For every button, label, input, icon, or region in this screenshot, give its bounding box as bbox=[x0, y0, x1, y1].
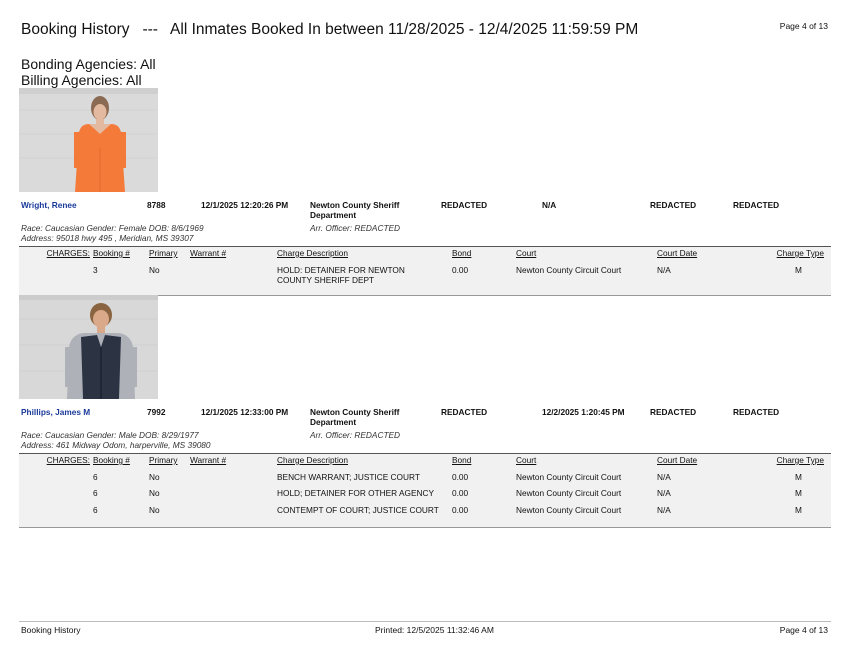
charge-court: Newton County Circuit Court bbox=[516, 488, 622, 498]
charges-table bbox=[19, 453, 831, 528]
charge-primary: No bbox=[149, 265, 160, 275]
redacted-field: REDACTED bbox=[650, 407, 697, 417]
charge-description: HOLD; DETAINER FOR OTHER AGENCY bbox=[277, 488, 435, 498]
description-line: COUNTY SHERIFF DEPT bbox=[277, 275, 375, 285]
footer-printed-date: Printed: 12/5/2025 11:32:46 AM bbox=[375, 625, 494, 635]
charge-court-date: N/A bbox=[657, 488, 671, 498]
col-header-primary: Primary bbox=[149, 455, 178, 465]
footer-page-indicator: Page 4 of 13 bbox=[779, 625, 828, 635]
redacted-field: REDACTED bbox=[733, 200, 780, 210]
charge-primary: No bbox=[149, 472, 160, 482]
redacted-field: REDACTED bbox=[650, 200, 697, 210]
redacted-field: REDACTED bbox=[441, 200, 488, 210]
col-header-description: Charge Description bbox=[277, 455, 349, 465]
inmate-demographics bbox=[21, 430, 211, 450]
booking-date: 12/1/2025 12:20:26 PM bbox=[201, 200, 289, 210]
col-header-booking: Booking # bbox=[93, 248, 130, 258]
redacted-field: REDACTED bbox=[441, 407, 488, 417]
inmate-photo bbox=[19, 88, 158, 192]
charge-type: M bbox=[795, 265, 802, 275]
col-header-primary: Primary bbox=[149, 248, 178, 258]
inmate-name: Phillips, James M bbox=[21, 407, 91, 417]
agency-line: Department bbox=[310, 210, 357, 220]
col-header-description: Charge Description bbox=[277, 248, 349, 258]
footer-divider bbox=[19, 621, 831, 622]
charge-booking: 6 bbox=[93, 488, 98, 498]
col-header-court: Court bbox=[516, 455, 537, 465]
description-line: HOLD: DETAINER FOR NEWTON bbox=[277, 265, 405, 275]
charge-court: Newton County Circuit Court bbox=[516, 265, 622, 275]
col-header-court-date: Court Date bbox=[657, 455, 698, 465]
arresting-agency bbox=[310, 200, 399, 220]
col-header-charge-type: Charge Type bbox=[776, 455, 824, 465]
charges-label: CHARGES: bbox=[46, 248, 90, 258]
col-header-charge-type: Charge Type bbox=[776, 248, 824, 258]
charges-label: CHARGES: bbox=[46, 455, 90, 465]
report-title bbox=[21, 21, 638, 39]
agency-line: Newton County Sheriff bbox=[310, 200, 400, 210]
col-header-court-date: Court Date bbox=[657, 248, 698, 258]
agency-line: Department bbox=[310, 417, 357, 427]
charge-booking: 6 bbox=[93, 472, 98, 482]
charge-type: M bbox=[795, 488, 802, 498]
charge-type: M bbox=[795, 472, 802, 482]
page-indicator-top: Page 4 of 13 bbox=[779, 21, 828, 31]
charge-court: Newton County Circuit Court bbox=[516, 472, 622, 482]
charge-bond: 0.00 bbox=[452, 472, 469, 482]
charge-bond: 0.00 bbox=[452, 505, 469, 515]
address-line: Address: 95018 hwy 495 , Meridian, MS 39307 bbox=[21, 233, 194, 243]
arresting-officer: Arr. Officer: REDACTED bbox=[310, 430, 401, 440]
bonding-filter: Bonding Agencies: All bbox=[21, 56, 156, 72]
report-name: Booking History bbox=[21, 21, 130, 38]
col-header-court: Court bbox=[516, 248, 537, 258]
release-date: 12/2/2025 1:20:45 PM bbox=[542, 407, 625, 417]
charge-primary: No bbox=[149, 488, 160, 498]
charge-court-date: N/A bbox=[657, 472, 671, 482]
booking-number: 8788 bbox=[147, 200, 166, 210]
demographics-line: Race: Caucasian Gender: Male DOB: 8/29/1977 bbox=[21, 430, 199, 440]
charge-bond: 0.00 bbox=[452, 488, 469, 498]
charge-booking: 3 bbox=[93, 265, 98, 275]
booking-date: 12/1/2025 12:33:00 PM bbox=[201, 407, 289, 417]
charge-booking: 6 bbox=[93, 505, 98, 515]
redacted-field: REDACTED bbox=[733, 407, 780, 417]
address-line: Address: 461 Midway Odom, harperville, MS 39080 bbox=[21, 440, 211, 450]
inmate-photo bbox=[19, 295, 158, 399]
col-header-bond: Bond bbox=[452, 455, 472, 465]
report-filters bbox=[21, 56, 156, 88]
col-header-booking: Booking # bbox=[93, 455, 130, 465]
charge-court: Newton County Circuit Court bbox=[516, 505, 622, 515]
charge-description: CONTEMPT OF COURT; JUSTICE COURT bbox=[277, 505, 439, 515]
demographics-line: Race: Caucasian Gender: Female DOB: 8/6/1969 bbox=[21, 223, 204, 233]
booking-number: 7992 bbox=[147, 407, 166, 417]
charge-bond: 0.00 bbox=[452, 265, 469, 275]
footer-report-name: Booking History bbox=[21, 625, 81, 635]
arresting-officer: Arr. Officer: REDACTED bbox=[310, 223, 401, 233]
charge-type: M bbox=[795, 505, 802, 515]
charge-court-date: N/A bbox=[657, 505, 671, 515]
agency-line: Newton County Sheriff bbox=[310, 407, 400, 417]
inmate-name: Wright, Renee bbox=[21, 200, 77, 210]
release-date: N/A bbox=[542, 200, 557, 210]
charges-table bbox=[19, 246, 831, 296]
charge-court-date: N/A bbox=[657, 265, 671, 275]
col-header-warrant: Warrant # bbox=[190, 248, 227, 258]
arresting-agency bbox=[310, 407, 399, 427]
report-range: All Inmates Booked In between 11/28/2025 - 12/4/2025 11:59:59 PM bbox=[170, 21, 639, 38]
charge-primary: No bbox=[149, 505, 160, 515]
inmate-demographics bbox=[21, 223, 204, 243]
title-separator: --- bbox=[142, 21, 158, 38]
col-header-warrant: Warrant # bbox=[190, 455, 227, 465]
charge-description: BENCH WARRANT; JUSTICE COURT bbox=[277, 472, 420, 482]
charge-description bbox=[277, 265, 405, 285]
col-header-bond: Bond bbox=[452, 248, 472, 258]
billing-filter: Billing Agencies: All bbox=[21, 72, 142, 88]
